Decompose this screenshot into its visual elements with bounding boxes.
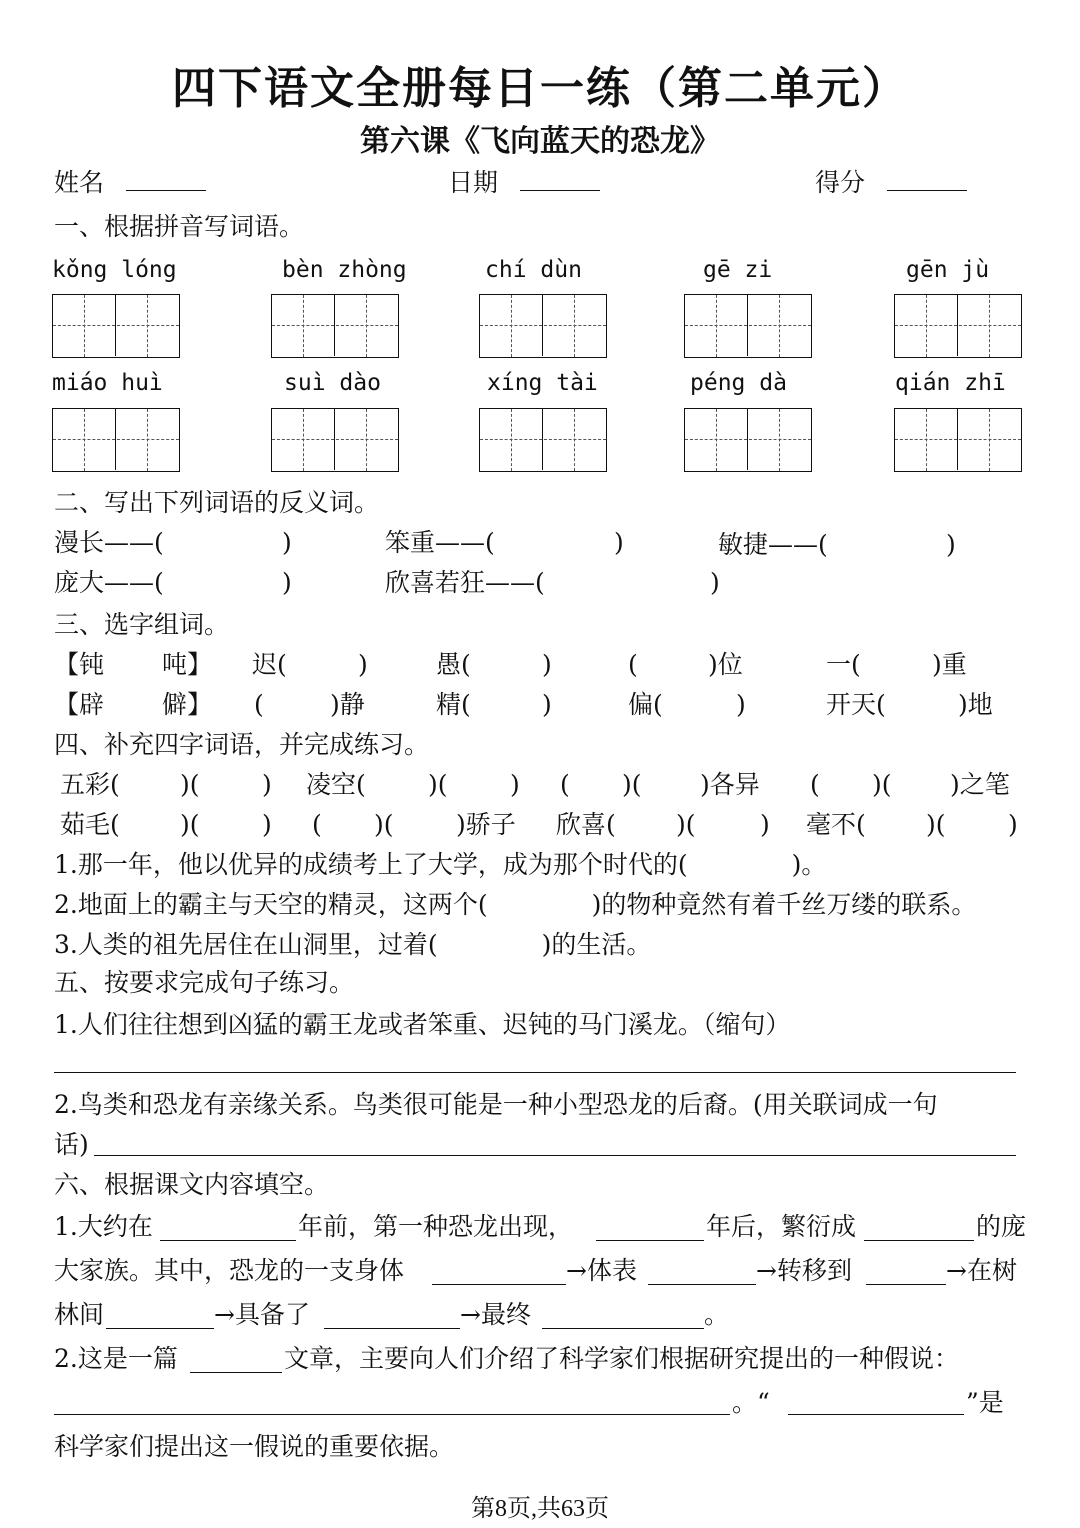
idiom-text: )( [180,770,200,799]
text-fragment: 的庞 [976,1212,1027,1241]
page-number: 第8页,共63页 [471,1496,609,1522]
text-fragment: 。 [704,1300,730,1329]
pinyin-label: bèn zhòng [282,257,407,283]
writing-grid[interactable] [894,294,1022,358]
pinyin-label: miáo huì [52,370,163,396]
fill-question-2: 2.地面上的霸主与天空的精灵，这两个( )的物种竟然有着千丝万缕的联系。 [54,890,977,919]
text-fragment: →体表 [566,1256,637,1285]
fill-blank[interactable] [866,1284,946,1285]
pinyin-label: qián zhī [895,370,1006,396]
idiom-text: )( [622,770,642,799]
date-field[interactable] [448,166,600,199]
word-blank-text: 开天( [826,690,886,719]
sentence-question-2: 2.鸟类和恐龙有亲缘关系。鸟类很可能是一种小型恐龙的后裔。(用关联词成一句 [54,1090,938,1119]
score-label: 得分 [815,168,866,197]
section1-heading: 一、根据拼音写词语。 [54,212,305,241]
writing-grid[interactable] [479,408,607,472]
antonym-item: 漫长——( [54,528,164,557]
char-choice: 吨】 [162,650,213,679]
text-fragment: →具备了 [214,1300,310,1329]
idiom-text: )( [676,810,696,839]
idiom-text: 茹毛( [60,810,120,839]
text-fragment: →最终 [460,1300,531,1329]
word-blank-text: 精( [436,690,471,719]
name-blank[interactable] [126,166,206,191]
idiom-text: 五彩( [60,770,120,799]
writing-grid[interactable] [52,408,180,472]
writing-grid[interactable] [271,408,399,472]
word-blank-text: 一( [826,650,861,679]
text-fragment: →在树 [946,1256,1017,1285]
word-blank-text: )位 [708,650,743,679]
word-blank-text: ) [358,650,368,679]
antonym-close: ) [282,528,292,557]
text-fragment: 年前，第一种恐龙出现， [298,1212,574,1241]
text-fragment: 年后，繁衍成 [706,1212,857,1241]
char-choice: 【辟 [54,690,105,719]
fill-question-1: 1.那一年，他以优异的成绩考上了大学，成为那个时代的( )。 [54,850,827,879]
fill-blank[interactable] [542,1328,704,1329]
word-blank-text: 迟( [252,650,287,679]
section4-heading: 四、补充四字词语，并完成练习。 [54,730,430,759]
char-choice: 【钝 [54,650,105,679]
writing-grid[interactable] [52,294,180,358]
answer-line[interactable] [54,1072,1016,1073]
fill-blank[interactable] [648,1284,756,1285]
idiom-text: ) [760,810,770,839]
page-title: 四下语文全册每日一练（第二单元） [172,63,908,114]
writing-grid[interactable] [684,294,812,358]
pinyin-label: xíng tài [487,370,598,396]
antonym-close: ) [710,568,720,597]
writing-grid[interactable] [479,294,607,358]
fill-blank[interactable] [54,1414,730,1415]
idiom-text: )( [180,810,200,839]
writing-grid[interactable] [894,408,1022,472]
idiom-text: )( [428,770,448,799]
word-blank-text: ( [254,690,264,719]
idiom-text: ) [510,770,520,799]
idiom-text: )骄子 [456,810,516,839]
fill-blank[interactable] [432,1284,566,1285]
fill-blank[interactable] [324,1328,460,1329]
text-fragment: ”是 [966,1388,1004,1417]
fill-blank[interactable] [596,1240,704,1241]
text-fragment: 。“ [732,1388,770,1417]
pinyin-label: gē zi [703,257,773,283]
word-blank-text: ) [736,690,746,719]
text-fragment: 2.这是一篇 [54,1344,178,1373]
word-blank-text: )重 [932,650,967,679]
pinyin-label: gēn jù [906,257,990,283]
score-field[interactable] [815,166,967,199]
word-blank-text: ) [542,690,552,719]
text-fragment: 科学家们提出这一假说的重要依据。 [54,1432,455,1461]
antonym-item: 敏捷——( [718,530,828,559]
name-field[interactable] [54,166,206,199]
idiom-text: )( [374,810,394,839]
fill-blank[interactable] [106,1328,214,1329]
writing-grid[interactable] [684,408,812,472]
answer-line[interactable] [94,1155,1016,1156]
word-blank-text: )静 [330,690,365,719]
sentence-question-2-cont: 话) [54,1130,89,1159]
text-fragment: 大家族。其中，恐龙的一支身体 [54,1256,405,1285]
idiom-text: ) [1008,810,1018,839]
word-blank-text: ) [542,650,552,679]
idiom-text: )各异 [700,770,760,799]
section3-heading: 三、选字组词。 [54,610,230,639]
char-choice: 僻】 [162,690,213,719]
fill-blank[interactable] [864,1240,974,1241]
fill-blank[interactable] [160,1240,296,1241]
score-blank[interactable] [887,166,967,191]
word-blank-text: )地 [958,690,993,719]
idiom-text: ) [262,810,272,839]
idiom-text: ( [810,770,820,799]
pinyin-label: péng dà [690,370,787,396]
antonym-item: 庞大——( [54,568,164,597]
pinyin-label: chí dùn [485,257,582,283]
date-blank[interactable] [520,166,600,191]
section5-heading: 五、按要求完成句子练习。 [54,968,355,997]
text-fragment: 1.大约在 [54,1212,153,1241]
date-label: 日期 [448,168,499,197]
antonym-item: 欣喜若狂——( [385,568,545,597]
fill-question-3: 3.人类的祖先居住在山洞里，过着( )的生活。 [54,930,652,959]
idiom-text: 毫不( [806,810,866,839]
idiom-text: )( [926,810,946,839]
idiom-text: 凌空( [306,770,366,799]
idiom-text: 欣喜( [556,810,616,839]
text-fragment: 文章，主要向人们介绍了科学家们根据研究提出的一种假说： [284,1344,960,1373]
pinyin-label: kǒng lóng [52,257,177,283]
name-label: 姓名 [54,168,105,197]
idiom-text: )之笔 [950,770,1010,799]
fill-blank[interactable] [788,1414,964,1415]
fill-blank[interactable] [190,1372,282,1373]
antonym-close: ) [946,530,956,559]
idiom-text: ( [312,810,322,839]
text-fragment: →转移到 [756,1256,852,1285]
section6-heading: 六、根据课文内容填空。 [54,1170,330,1199]
sentence-question-1: 1.人们往往想到凶猛的霸王龙或者笨重、迟钝的马门溪龙。（缩句） [54,1010,791,1039]
text-fragment: 林间 [54,1300,105,1329]
word-blank-text: 愚( [436,650,471,679]
word-blank-text: ( [628,650,638,679]
antonym-item: 笨重——( [385,528,495,557]
section2-heading: 二、写出下列词语的反义词。 [54,488,380,517]
idiom-text: )( [872,770,892,799]
word-blank-text: 偏( [628,690,663,719]
writing-grid[interactable] [271,294,399,358]
pinyin-label: suì dào [284,370,381,396]
idiom-text: ) [262,770,272,799]
idiom-text: ( [560,770,570,799]
lesson-subtitle: 第六课《飞向蓝天的恐龙》 [360,124,720,159]
antonym-close: ) [282,568,292,597]
antonym-close: ) [614,528,624,557]
